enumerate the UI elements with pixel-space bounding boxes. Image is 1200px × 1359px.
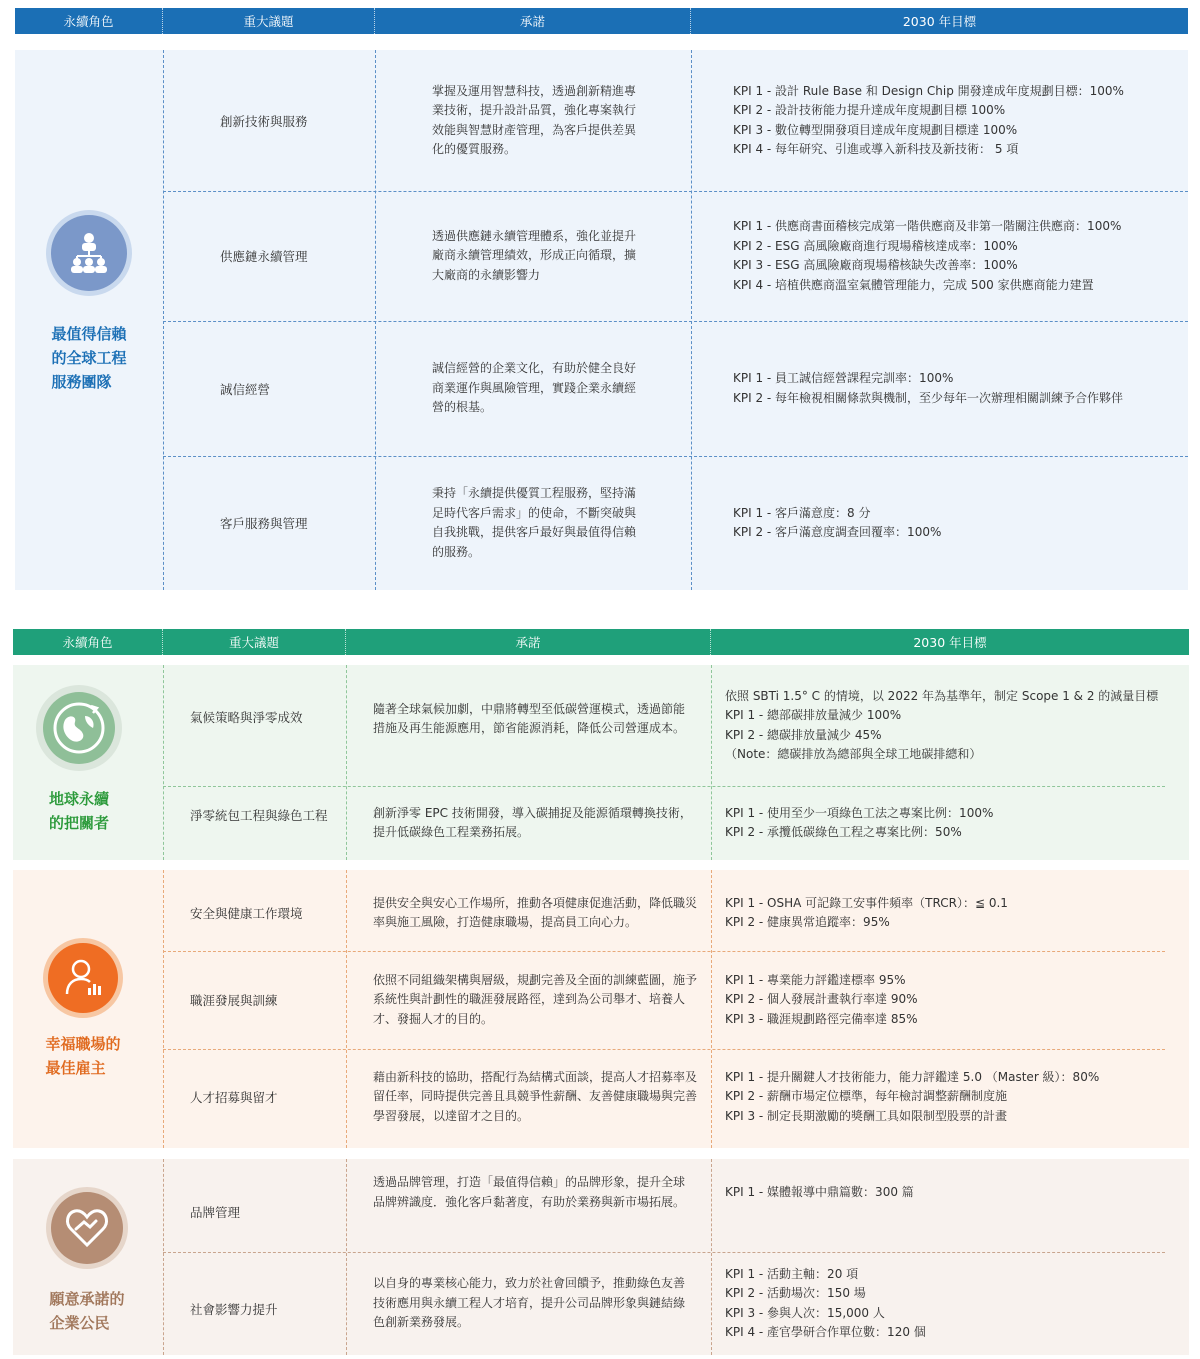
table1-row4-issue: 客戶服務與管理: [220, 516, 308, 531]
goal-item: 依照 SBTi 1.5° C 的情境，以 2022 年為基準年，制定 Scope 1 & 2 的減量目標: [725, 688, 1159, 703]
group-workplace-role: [13, 938, 153, 1080]
goal-item: KPI 2 - 健康異常追蹤率：95%: [725, 915, 890, 929]
goal-item: KPI 1 - 使用至少一項綠色工法之專案比例：100%: [725, 805, 994, 820]
goal-item: KPI 1 - 設計 Rule Base 和 Design Chip 開發達成年度規劃目標：100%: [733, 83, 1124, 98]
group-workplace-row2-goals: [725, 951, 918, 1049]
group-earth-row1-issue: 氣候策略與淨零成效: [190, 710, 303, 725]
goal-item: KPI 1 - 提升關鍵人才技術能力，能力評鑑達 5.0 （Master 級）：80%: [725, 1069, 1100, 1084]
group-citizen-row2-goals: [725, 1252, 926, 1355]
table1-row3-issue: 誠信經營: [220, 381, 271, 397]
group-workplace-row3-goals: [725, 1049, 1099, 1145]
table1-row1-commitment: 掌握及運用智慧科技，透過創新精進專業技術，提升設計品質，強化專案執行效能與智慧財產管理，為客戶提供差異化的優質服務。: [432, 83, 637, 156]
table2-header: [13, 629, 1189, 655]
table1-row4-goals: [733, 456, 941, 590]
group-earth: [13, 665, 1189, 860]
goal-item: KPI 2 - 薪酬市場定位標準，每年檢討調整薪酬制度施: [725, 1089, 1008, 1104]
group-citizen-role-title-line: 願意承諾的: [49, 1290, 125, 1308]
table2-header-commitment: 承諾: [346, 629, 711, 655]
table1-header-issue: 重大議題: [163, 8, 375, 34]
group-citizen-row1-goals: [725, 1183, 914, 1203]
table1-row4-commitment: 秉持「永續提供優質工程服務，堅持滿足時代客戶需求」的使命，不斷突破與自我挑戰，提供客戶最好與最值得信賴的服務。: [432, 486, 637, 559]
group-earth-row2-issue: 淨零統包工程與綠色工程: [190, 807, 328, 823]
goal-item: KPI 2 - 每年檢視相關條款與機制，至少每年一次辦理相關訓練予合作夥伴: [733, 390, 1124, 405]
org-chart-icon: [46, 210, 132, 296]
group-workplace-row3-issue: 人才招募與留才: [190, 1090, 278, 1105]
goal-item: KPI 1 - 總部碳排放量減少 100%: [725, 708, 902, 722]
table1-row2-issue: 供應鏈永續管理: [220, 249, 308, 264]
goal-item: KPI 1 - 客戶滿意度：8 分: [733, 505, 871, 520]
goal-item: KPI 2 - ESG 高風險廠商進行現場稽核達成率：100%: [733, 238, 1018, 253]
table1-row1-goals: [733, 50, 1124, 191]
goal-item: KPI 1 - 活動主軸：20 項: [725, 1266, 859, 1281]
goal-item: KPI 1 - 媒體報導中鼎篇數：300 篇: [725, 1185, 914, 1199]
group-workplace-row2-commitment: 依照不同組織架構與層級，規劃完善及全面的訓練藍圖，施予系統性與計劃性的職涯發展路徑，達到為公司舉才、培養人才、發掘人才的目的。: [373, 972, 698, 1026]
goal-item: KPI 3 - 職涯規劃路徑完備率達 85%: [725, 1011, 918, 1026]
goal-item: KPI 3 - 參與人次：15,000 人: [725, 1305, 885, 1320]
table2-header-goal: 2030 年目標: [913, 635, 987, 650]
table1-header-role: 永續角色: [15, 8, 163, 34]
group-earth-role-title-line: 地球永續: [48, 790, 109, 808]
table1-body: [15, 50, 1188, 590]
group-workplace-row1-goals: [725, 870, 1008, 956]
table1-role: [15, 210, 163, 394]
goal-item: KPI 2 - 承攬低碳綠色工程之專案比例：50%: [725, 825, 962, 839]
table1-role-title-line: 最值得信賴: [51, 325, 127, 343]
group-citizen-role: [13, 1187, 161, 1335]
table1-role-title-line: 的全球工程: [51, 349, 127, 367]
goal-item: KPI 1 - 供應商書面稽核完成第一階供應商及非第一階關注供應商：100%: [733, 219, 1122, 233]
group-citizen-row2-issue: 社會影響力提升: [190, 1301, 278, 1317]
table1-role-title-line: 服務團隊: [51, 373, 112, 391]
group-earth-row2-goals: [725, 786, 993, 860]
group-earth-row1-commitment: 隨著全球氣候加劇，中鼎將轉型至低碳營運模式，透過節能措施及再生能源應用，節省能源消耗，降低公司營運成本。: [373, 701, 686, 735]
table2-header-role: 永續角色: [13, 629, 163, 655]
group-earth-role: [13, 685, 145, 835]
table2-header-issue: 重大議題: [163, 629, 346, 655]
group-earth-row2-commitment: 創新淨零 EPC 技術開發，導入碳捕捉及能源循環轉換技術，提升低碳綠色工程業務拓展。: [373, 805, 692, 839]
group-workplace-role-title-line: 幸福職場的: [45, 1035, 121, 1053]
goal-item: KPI 2 - 客戶滿意度調查回覆率：100%: [733, 525, 942, 539]
group-earth-role-title-line: 的把關者: [48, 814, 109, 832]
goal-item: KPI 1 - OSHA 可記錄工安事件頻率（TRCR）：≦ 0.1: [725, 895, 1008, 910]
goal-item: （Note：總碳排放為總部與全球工地碳排總和）: [725, 747, 982, 761]
group-workplace-role-title-line: 最佳雇主: [45, 1059, 106, 1077]
group-workplace-row1-issue: 安全與健康工作環境: [190, 906, 303, 921]
group-workplace: [13, 870, 1189, 1148]
group-workplace-row2-issue: 職涯發展與訓練: [190, 993, 278, 1008]
table1-row2-commitment: 透過供應鏈永續管理體系，強化並提升廠商永續管理績效，形成正向循環，擴大廠商的永續影響力: [432, 228, 637, 282]
goal-item: KPI 3 - 制定長期激勵的獎酬工具如限制型股票的計畫: [725, 1108, 1008, 1123]
group-citizen-role-title-line: 企業公民: [49, 1314, 110, 1332]
table1-row3-commitment: 誠信經營的企業文化，有助於健全良好商業運作與風險管理，實踐企業永續經營的根基。: [432, 361, 637, 415]
table1-header: [15, 8, 1188, 34]
goal-item: KPI 2 - 個人發展計畫執行率達 90%: [725, 992, 918, 1007]
goal-item: KPI 3 - 數位轉型開發項目達成年度規劃目標達 100%: [733, 122, 1018, 137]
table1-row3-goals: [733, 321, 1123, 456]
employee-icon: [43, 938, 123, 1018]
goal-item: KPI 4 - 每年研究、引進或導入新科技及新技術： 5 項: [733, 142, 1019, 156]
group-workplace-row3-commitment: 藉由新科技的協助，搭配行為結構式面談，提高人才招募率及留任率，同時提供完善且具競爭性薪酬、友善健康職場與完善學習發展，以達留才之目的。: [373, 1069, 698, 1123]
table1-header-goal: 2030 年目標: [902, 14, 977, 29]
group-citizen: [13, 1159, 1189, 1355]
goal-item: KPI 1 - 員工誠信經營課程完訓率：100%: [733, 371, 954, 385]
group-workplace-row1-commitment: 提供安全與安心工作場所，推動各項健康促進活動，降低職災率與施工風險，打造健康職場，提高員工向心力。: [373, 895, 698, 929]
table1-row2-goals: [733, 191, 1121, 321]
goal-item: KPI 2 - 總碳排放量減少 45%: [725, 727, 882, 742]
goal-item: KPI 2 - 設計技術能力提升達成年度規劃目標 100%: [733, 103, 1006, 117]
table1-row1-issue: 創新技術與服務: [220, 113, 308, 129]
goal-item: KPI 4 - 產官學研合作單位數：120 個: [725, 1325, 926, 1339]
group-citizen-row1-issue: 品牌管理: [190, 1205, 241, 1220]
group-citizen-row2-commitment: 以自身的專業核心能力，致力於社會回饋予，推動綠色友善技術應用與永續工程人才培育，提升公司品牌形象與鏈結綠色創新業務發展。: [373, 1276, 686, 1330]
goal-item: KPI 2 - 活動場次：150 場: [725, 1286, 866, 1300]
goal-item: KPI 4 - 培植供應商溫室氣體管理能力，完成 500 家供應商能力建置: [733, 277, 1094, 292]
goal-item: KPI 1 - 專業能力評鑑達標率 95%: [725, 972, 906, 987]
table1-header-commitment: 承諾: [375, 8, 691, 34]
group-earth-row1-goals: [725, 665, 1158, 786]
heart-hands-icon: [46, 1187, 128, 1269]
goal-item: KPI 3 - ESG 高風險廠商現場稽核缺失改善率：100%: [733, 258, 1018, 272]
group-citizen-row1-commitment: 透過品牌管理，打造「最值得信賴」的品牌形象，提升全球品牌辨識度．強化客戶黏著度，有助於業務與新市場拓展。: [373, 1175, 686, 1209]
earth-icon: [36, 685, 122, 771]
